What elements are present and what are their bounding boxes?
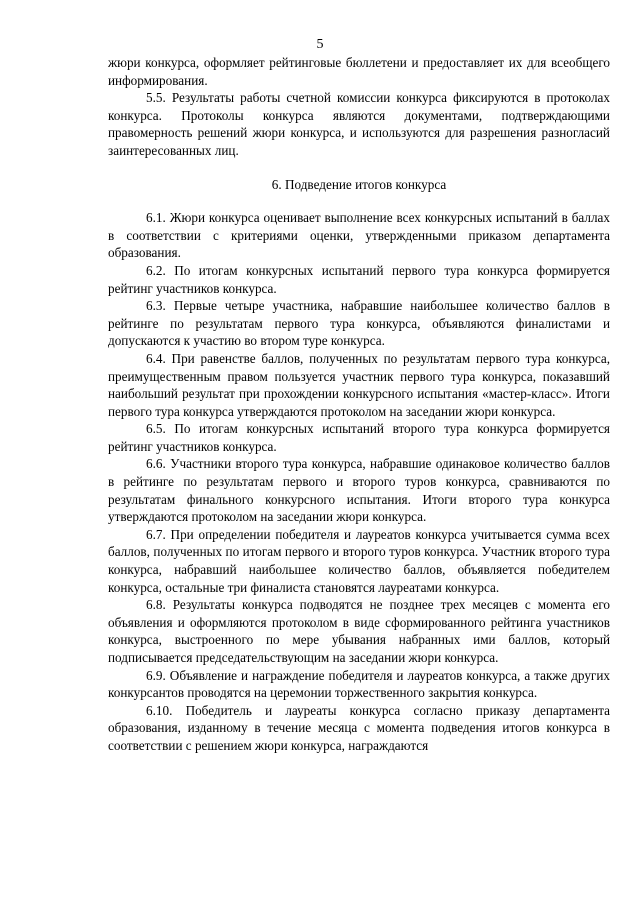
paragraph-6-9: 6.9. Объявление и награждение победителя и лауреатов конкурса, а также других конкурсантов проводятся на церемонии торжественного закрытия конкурса. xyxy=(108,667,610,701)
paragraph-5-5: 5.5. Результаты работы счетной комиссии конкурса фиксируются в протоколах конкурса. Протоколы конкурса являются документами, подтверждающими правомерность решений жюри конкурса, и используются для разрешения разногласий заинтересованных лиц. xyxy=(108,90,610,158)
paragraph-6-4: 6.4. При равенстве баллов, полученных по результатам первого тура конкурса, преимущественным правом пользуется участник первого тура конкурса, показавший наибольший результат при прохождении конкурсного испытания «мастер-класс». Итоги первого тура конкурса утверждаются протоколом на заседании жюри конкурса. xyxy=(108,350,610,419)
page-number: 5 xyxy=(316,37,324,52)
paragraph-continuation: жюри конкурса, оформляет рейтинговые бюллетени и предоставляет их для всеобщего информирования. xyxy=(108,55,610,88)
document-body xyxy=(108,54,610,755)
paragraph-6-5: 6.5. По итогам конкурсных испытаний второго тура конкурса формируется рейтинг участников конкурса. xyxy=(108,421,610,454)
paragraph-6-6: 6.6. Участники второго тура конкурса, набравшие одинаковое количество баллов в рейтинге по результатам первого и второго туров конкурса, сравниваются по результатам финального конкурсного испытания. Итоги второго тура конкурса утверждаются протоколом на заседании жюри конкурса. xyxy=(108,456,610,525)
paragraph-6-1: 6.1. Жюри конкурса оценивает выполнение всех конкурсных испытаний в баллах в соответствии с критериями оценки, утвержденными приказом департамента образования. xyxy=(108,210,610,261)
paragraph-6-8: 6.8. Результаты конкурса подводятся не позднее трех месяцев с момента его объявления и оформляются протоколом в виде сформированного рейтинга участников конкурса, выстроенного по мере убывания набранных ими баллов, который подписывается председательствующим на заседании жюри конкурса. xyxy=(108,597,610,665)
section-heading: 6. Подведение итогов конкурса xyxy=(271,176,447,192)
paragraph-6-2: 6.2. По итогам конкурсных испытаний первого тура конкурса формируется рейтинг участников конкурса. xyxy=(108,262,610,296)
paragraph-6-10: 6.10. Победитель и лауреаты конкурса согласно приказу департамента образования, изданному в течение месяца с момента подведения итогов конкурса в соответствии с решением жюри конкурса, награждаются xyxy=(108,702,610,753)
paragraph-6-7: 6.7. При определении победителя и лауреатов конкурса учитывается сумма всех баллов, полученных по итогам первого и второго туров конкурса. Участник второго тура конкурса, набравший наибольшее количество баллов, объявляется победителем конкурса, остальные три финалиста становятся лауреатами конкурса. xyxy=(108,526,610,595)
paragraph-6-3: 6.3. Первые четыре участника, набравшие наибольшее количество баллов в рейтинге по результатам первого тура конкурса, объявляются финалистами и допускаются к участию во втором туре конкурса. xyxy=(108,298,610,349)
